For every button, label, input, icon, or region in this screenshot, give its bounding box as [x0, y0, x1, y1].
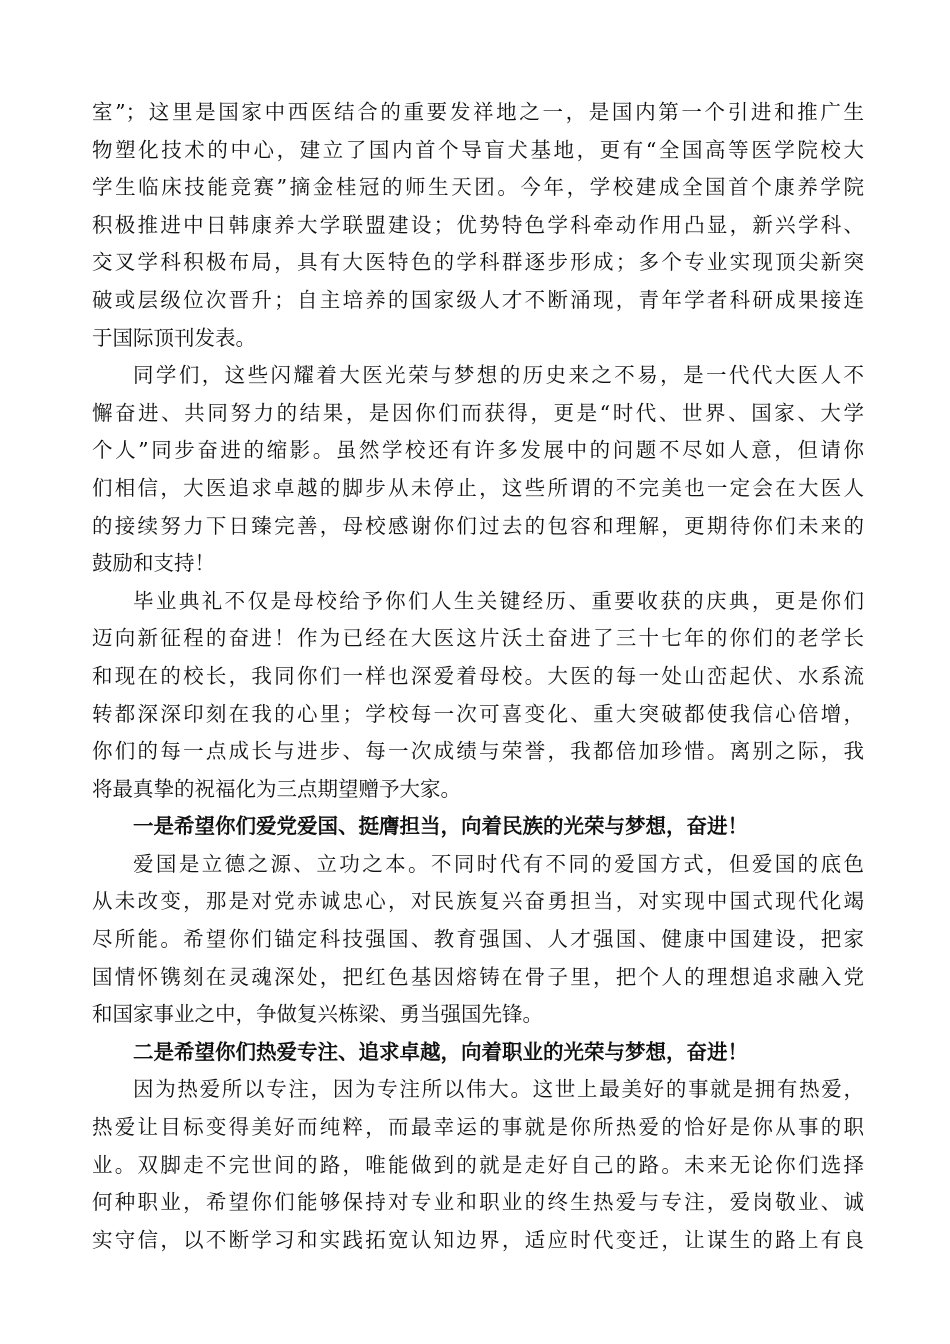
- text-line: 鼓励和支持！: [92, 551, 215, 576]
- text-line: 爱国是立德之源、立功之本。不同时代有不同的爱国方式，但爱国的底色: [133, 851, 864, 876]
- text-line: 热爱让目标变得美好而纯粹，而最幸运的事就是你所热爱的恰好是你从事的职: [92, 1115, 864, 1140]
- text-line: 个人”同步奋进的缩影。虽然学校还有许多发展中的问题不尽如人意，但请你: [92, 438, 864, 463]
- section-heading: 二是希望你们热爱专注、追求卓越，向着职业的光荣与梦想，奋进！: [133, 1039, 748, 1064]
- text-line: 因为热爱所以专注，因为专注所以伟大。这世上最美好的事就是拥有热爱，: [133, 1077, 864, 1102]
- text-line: 实守信，以不断学习和实践拓宽认知边界，适应时代变迁，让谋生的路上有良: [92, 1227, 864, 1252]
- text-line: 物塑化技术的中心，建立了国内首个导盲犬基地，更有“全国高等医学院校大: [92, 137, 864, 162]
- text-line: 和国家事业之中，争做复兴栋梁、勇当强国先锋。: [92, 1002, 543, 1027]
- text-line: 破或层级位次晋升；自主培养的国家级人才不断涌现，青年学者科研成果接连: [92, 287, 864, 312]
- text-line: 懈奋进、共同努力的结果，是因你们而获得，更是“时代、世界、国家、大学: [92, 400, 864, 425]
- text-line: 将最真挚的祝福化为三点期望赠予大家。: [92, 776, 461, 801]
- text-line: 尽所能。希望你们锚定科技强国、教育强国、人才强国、健康中国建设，把家: [92, 927, 864, 952]
- text-line: 毕业典礼不仅是母校给予你们人生关键经历、重要收获的庆典，更是你们: [133, 588, 864, 613]
- section-heading: 一是希望你们爱党爱国、挺膺担当，向着民族的光荣与梦想，奋进！: [133, 814, 748, 839]
- text-line: 于国际顶刊发表。: [92, 325, 256, 350]
- text-line: 国情怀镌刻在灵魂深处，把红色基因熔铸在骨子里，把个人的理想追求融入党: [92, 964, 864, 989]
- text-line: 的接续努力下日臻完善，母校感谢你们过去的包容和理解，更期待你们未来的: [92, 513, 864, 538]
- text-line: 何种职业，希望你们能够保持对专业和职业的终生热爱与专注，爱岗敬业、诚: [92, 1190, 864, 1215]
- text-line: 和现在的校长，我同你们一样也深爱着母校。大医的每一处山峦起伏、水系流: [92, 663, 864, 688]
- text-line: 学生临床技能竞赛”摘金桂冠的师生天团。今年，学校建成全国首个康养学院: [92, 175, 864, 200]
- text-line: 室”；这里是国家中西医结合的重要发祥地之一，是国内第一个引进和推广生: [92, 100, 864, 124]
- text-line: 们相信，大医追求卓越的脚步从未停止，这些所谓的不完美也一定会在大医人: [92, 475, 864, 500]
- text-line: 从未改变，那是对党赤诚忠心，对民族复兴奋勇担当，对实现中国式现代化竭: [92, 889, 864, 914]
- text-line: 交叉学科积极布局，具有大医特色的学科群逐步形成；多个专业实现顶尖新突: [92, 250, 864, 275]
- text-line: 转都深深印刻在我的心里；学校每一次可喜变化、重大突破都使我信心倍增，: [92, 701, 864, 726]
- text-line: 同学们，这些闪耀着大医光荣与梦想的历史来之不易，是一代代大医人不: [133, 363, 864, 388]
- text-line: 业。双脚走不完世间的路，唯能做到的就是走好自己的路。未来无论你们选择: [92, 1152, 864, 1177]
- text-line: 积极推进中日韩康养大学联盟建设；优势特色学科牵动作用凸显，新兴学科、: [92, 212, 864, 237]
- text-line: 迈向新征程的奋进！作为已经在大医这片沃土奋进了三十七年的你们的老学长: [92, 626, 864, 651]
- document-body: [92, 94, 864, 1259]
- text-line: 你们的每一点成长与进步、每一次成绩与荣誉，我都倍加珍惜。离别之际，我: [92, 739, 864, 764]
